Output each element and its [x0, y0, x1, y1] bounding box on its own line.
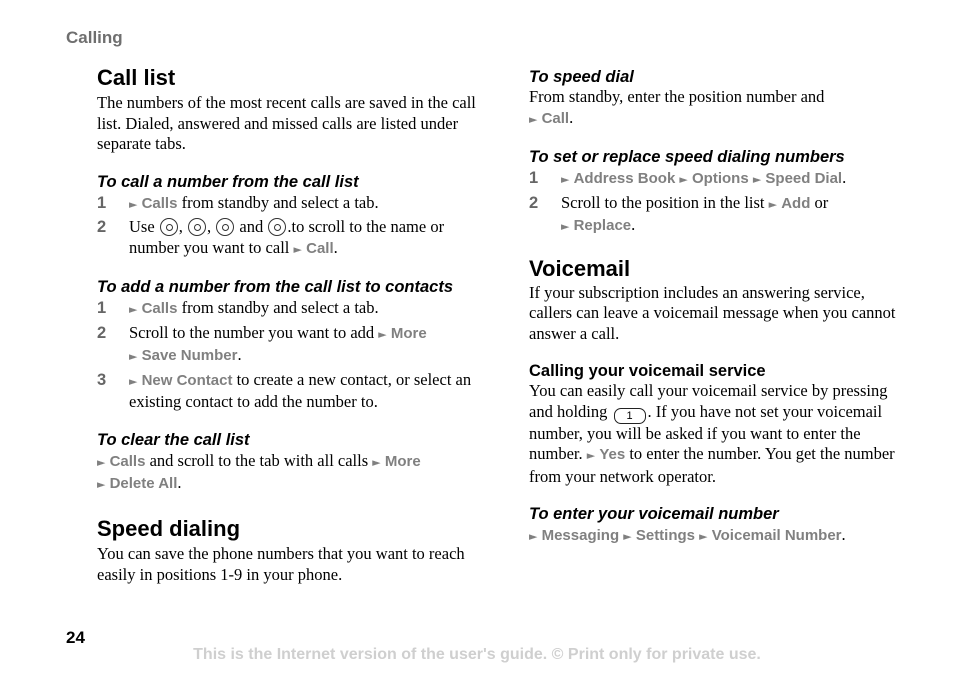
call-number-step-2: [97, 217, 482, 260]
right-column: [529, 62, 909, 548]
menu-voicemail-number: Voicemail Number: [711, 527, 842, 545]
set-replace-heading: To set or replace speed dialing numbers: [529, 148, 845, 166]
step-text: From standby, enter the position number and: [529, 87, 825, 106]
step-number: 2: [97, 323, 107, 342]
menu-delete-all: Delete All: [109, 475, 178, 493]
menu-more: More: [390, 324, 427, 342]
menu-calls: Calls: [109, 452, 146, 470]
step-text: and scroll to the tab with all calls: [145, 450, 373, 470]
speed-dialing-intro: You can save the phone numbers that you want to reach easily in positions 1-9 in your phone.: [97, 544, 465, 584]
step-text: ,: [178, 217, 188, 237]
arrow-icon: ►: [97, 455, 106, 469]
nav-right-icon: [268, 218, 286, 236]
step-text: .: [333, 237, 338, 257]
arrow-icon: ►: [561, 173, 570, 186]
section-header: Calling: [66, 28, 123, 47]
speed-dial-heading: To speed dial: [529, 68, 634, 86]
voicemail-intro: If your subscription includes an answering service, callers can leave a voicemail message when you cannot answer a call.: [529, 282, 896, 343]
arrow-icon: ►: [129, 197, 138, 211]
menu-calls: Calls: [141, 194, 178, 212]
menu-call: Call: [541, 109, 570, 127]
nav-left-icon: [216, 218, 234, 236]
step-number: 2: [97, 218, 107, 237]
step-text: .: [842, 168, 847, 187]
menu-messaging: Messaging: [541, 527, 620, 545]
step-text: ,: [207, 217, 216, 237]
step-text: or: [810, 192, 829, 212]
clear-heading: To clear the call list: [97, 430, 250, 449]
arrow-icon: ►: [529, 112, 538, 126]
step-text: Use: [129, 217, 159, 237]
arrow-icon: ►: [699, 530, 708, 544]
arrow-icon: ►: [768, 197, 778, 211]
step-text: Scroll to the position in the list: [561, 192, 769, 212]
step-text: .: [177, 473, 182, 493]
arrow-icon: ►: [752, 173, 762, 186]
add-number-step-2: [97, 323, 482, 368]
menu-options: Options: [692, 170, 749, 187]
arrow-icon: ►: [561, 220, 570, 233]
step-number: 1: [97, 193, 107, 212]
step-number: 1: [97, 299, 107, 318]
enter-voicemail-heading: To enter your voicemail number: [529, 505, 779, 524]
menu-speed-dial: Speed Dial: [765, 170, 843, 187]
step-text: to enter the number. You get the number from your network operator.: [529, 444, 895, 486]
arrow-icon: ►: [372, 455, 381, 469]
add-number-step-3: [97, 370, 482, 413]
menu-yes: Yes: [599, 446, 626, 464]
step-number: 3: [97, 370, 107, 389]
menu-save-number: Save Number: [141, 347, 238, 365]
step-text: Scroll to the number you want to add: [129, 322, 379, 342]
left-column: [97, 62, 482, 585]
step-text: . If you have not set your voicemail number, you will be asked if you want to enter the number.: [529, 401, 883, 464]
call-number-heading: To call a number from the call list: [97, 172, 359, 191]
key-1-icon: 1: [614, 408, 646, 424]
nav-up-icon: [160, 218, 178, 236]
voicemail-heading: Voicemail: [529, 255, 631, 281]
arrow-icon: ►: [378, 327, 387, 341]
add-number-step-1: [97, 298, 482, 321]
call-list-heading: Call list: [97, 65, 176, 90]
arrow-icon: ►: [97, 478, 106, 492]
page-number: 24: [66, 628, 85, 647]
step-text: You can easily call your voicemail service by pressing and holding: [529, 381, 888, 421]
step-text: to create a new contact, or select an existing contact to add the number to.: [129, 369, 472, 412]
add-number-heading: To add a number from the call list to contacts: [97, 278, 454, 297]
step-text: from standby and select a tab.: [177, 192, 379, 212]
arrow-icon: ►: [679, 173, 688, 186]
arrow-icon: ►: [129, 374, 138, 388]
step-text: and: [235, 217, 268, 237]
set-replace-step-1: [529, 168, 909, 191]
step-text: from standby and select a tab.: [177, 298, 379, 318]
menu-calls: Calls: [141, 300, 178, 318]
step-text: .: [569, 107, 574, 127]
clear-text: [97, 451, 482, 496]
step-text: .: [841, 525, 846, 545]
set-replace-step-2: [529, 193, 909, 238]
arrow-icon: ►: [623, 530, 632, 544]
calling-voicemail-heading: Calling your voicemail service: [529, 362, 766, 381]
footer-note: This is the Internet version of the user's guide. © Print only for private use.: [193, 646, 761, 663]
arrow-icon: ►: [529, 530, 538, 544]
arrow-icon: ►: [129, 303, 138, 317]
step-number: 2: [529, 193, 539, 212]
speed-dial-text: [529, 87, 909, 130]
arrow-icon: ►: [129, 350, 138, 364]
menu-replace: Replace: [573, 217, 632, 234]
menu-address-book: Address Book: [573, 170, 676, 187]
step-number: 1: [529, 169, 539, 187]
call-number-step-1: [97, 193, 482, 216]
step-text: .: [237, 345, 242, 365]
step-text: .to scroll to the name or number you want to call: [129, 217, 445, 257]
menu-add: Add: [781, 194, 811, 212]
step-text: .: [631, 215, 636, 234]
nav-down-icon: [188, 218, 206, 236]
menu-call: Call: [306, 239, 334, 257]
enter-voicemail-text: [529, 525, 909, 548]
speed-dialing-heading: Speed dialing: [97, 515, 241, 541]
arrow-icon: ►: [293, 242, 302, 256]
menu-more: More: [384, 452, 421, 470]
call-list-intro: The numbers of the most recent calls are saved in the call list. Dialed, answered and missed calls are listed under separate tabs.: [97, 93, 476, 154]
menu-settings: Settings: [635, 527, 696, 545]
arrow-icon: ►: [586, 449, 596, 463]
calling-voicemail-text: [529, 381, 909, 487]
menu-new-contact: New Contact: [141, 371, 233, 389]
